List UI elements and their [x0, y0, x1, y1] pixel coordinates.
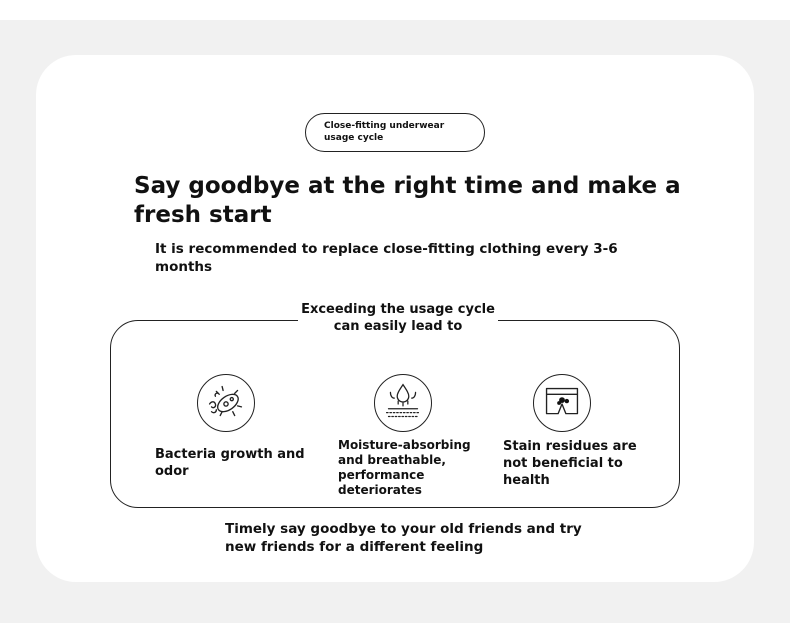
stained-underwear-icon	[533, 374, 591, 432]
bacteria-icon	[197, 374, 255, 432]
panel-caption-line-2: can easily lead to	[333, 319, 463, 334]
panel-caption	[298, 301, 498, 335]
footer-message: Timely say goodbye to your old friends and try new friends for a different feeling	[225, 521, 582, 555]
stain-text: Stain residues are not beneficial to health	[503, 439, 637, 488]
page-subtitle: It is recommended to replace close-fitting clothing every 3-6 months	[155, 241, 618, 275]
moisture-text: Moisture-absorbing and breathable, performance deteriorates	[338, 438, 471, 497]
bacteria-text: Bacteria growth and odor	[155, 447, 305, 479]
panel-caption-line-1: Exceeding the usage cycle	[301, 302, 495, 317]
moisture-drop-icon	[374, 374, 432, 432]
top-strip	[0, 0, 790, 20]
usage-cycle-badge-label: Close-fitting underwear usage cycle	[324, 121, 445, 143]
page-title: Say goodbye at the right time and make a fresh start	[134, 173, 681, 228]
usage-cycle-badge	[305, 113, 485, 152]
